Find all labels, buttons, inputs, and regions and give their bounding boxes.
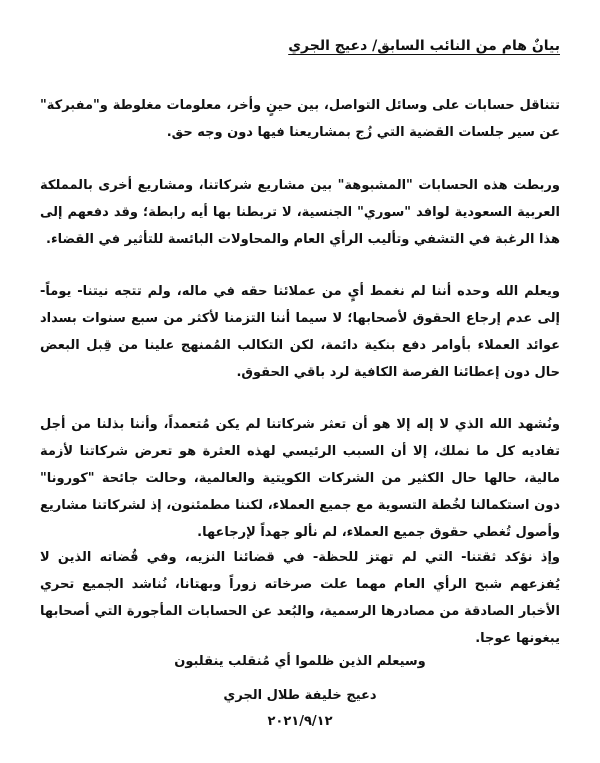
closing-verse: وسيعلم الذين ظلموا أي مُنقلب ينقلبون — [174, 654, 426, 669]
document-date: ٢٠٢١/٩/١٢ — [267, 714, 333, 729]
signature: دعيج خليفة طلال الجري — [223, 688, 377, 703]
paragraph-1: تتناقل حسابات على وسائل التواصل، بين حينٍ وأخر، معلومات مغلوطة و"مفبركة" عن سير جلسات القضية التي زُج بمشاريعنا فيها دون وجه حق. — [40, 98, 560, 140]
paragraph-4: ونُشهد الله الذي لا إله إلا هو أن تعثر شركاتنا لم يكن مُتعمداً، وأننا بذلنا من أجل تفاديه كل ما نملك، إلا أن السبب الرئيسي لهذه العثرة هو تعرض شركاتنا لأزمة مالية، حالها حال الكثير من الشركات الكويتية والعالمية، وحالت جائحة "كورونا" دون استكمالنا لخُطة التسوية مع جميع العملاء، لكننا مطمئنون، إذ لشركاتنا مشاريع وأصول تُغطي حقوق جميع العملاء، لم نألو جهداً لإرجاعها. — [40, 417, 560, 540]
paragraph-3: ويعلم الله وحده أننا لم نغمط أيٍ من عملائنا حقه في ماله، ولم تتجه نيتنا- يوماً- إلى عدم إرجاع الحقوق لأصحابها؛ لا سيما أننا التزمنا لأكثر من سبع سنوات بسداد عوائد العملاء بأوامر دفع بنكية دائمة، لكن التكالب المُمنهج علينا من قِبل البعض حال دون إعطائنا الفرصة الكافية لرد باقي الحقوق. — [40, 284, 560, 380]
paragraph-5: وإذ نؤكد ثقتنا- التي لم تهتز للحظة- في قضائنا النزيه، وفي قُضاته الذين لا يُفزعهم شبح الرأي العام مهما علت صرخاته زوراً وبهتانا، نُناشد الجميع تحري الأخبار الصادقة من مصادرها الرسمية، والبُعد عن الحسابات المأجورة التي أصحابها يبغونها عوجا. — [40, 550, 560, 646]
paragraph-2: وربطت هذه الحسابات "المشبوهة" بين مشاريع شركاتنا، ومشاريع أخرى بالمملكة العربية السعودية لوافد "سوري" الجنسية، لا تربطنا بها أيه رابطة؛ وقد دفعهم إلى هذا الرغبة في التشفي وتأليب الرأي العام والمحاولات البائسة للتأثير في القضاء. — [40, 178, 560, 247]
document-title: بيانٌ هام من النائب السابق/ دعيج الجري — [288, 38, 560, 54]
